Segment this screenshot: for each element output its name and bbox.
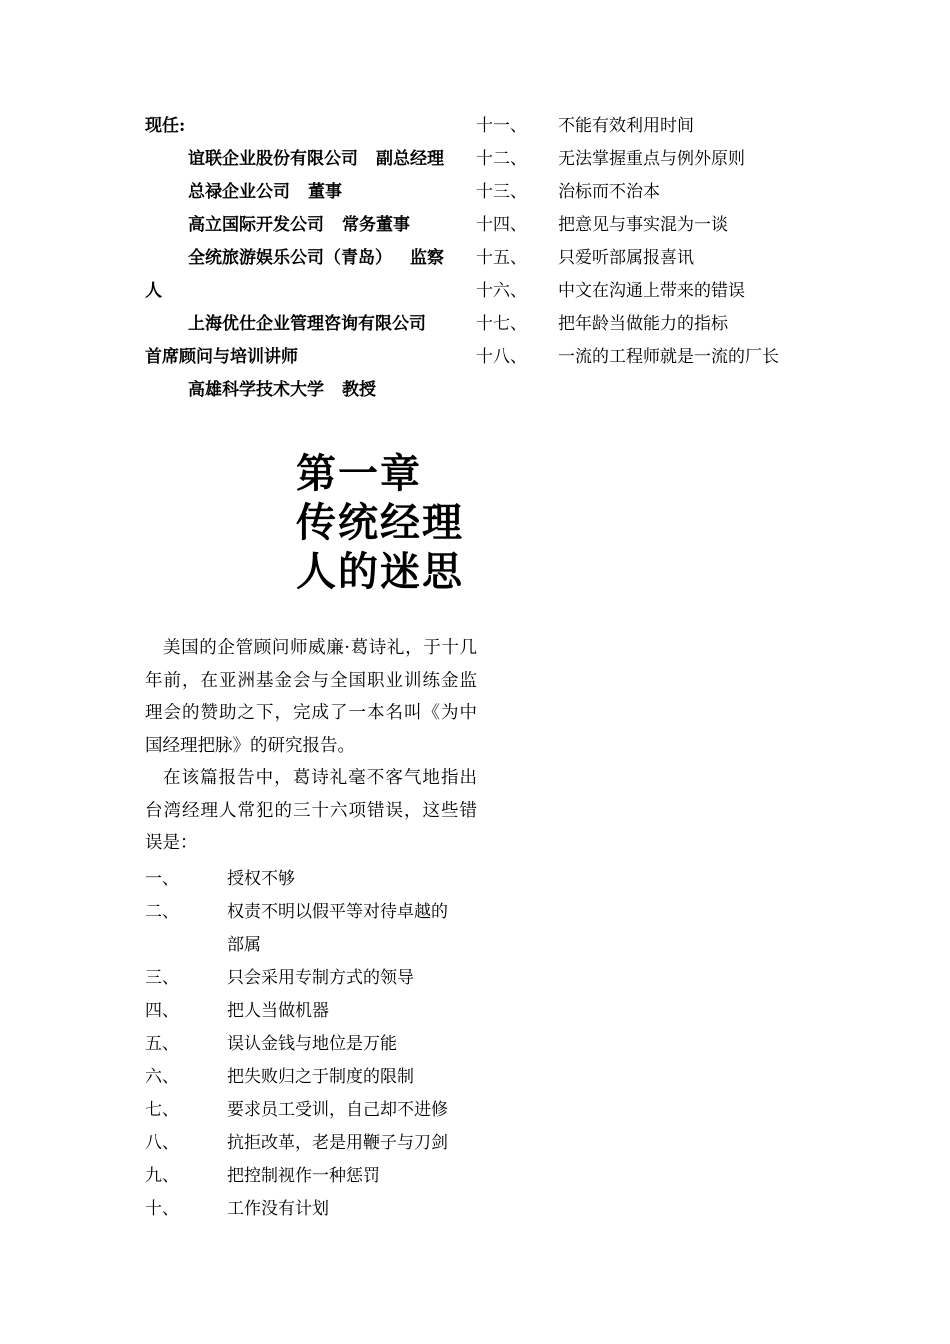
list-item [145,1061,485,1094]
item-text: 把失败归之于制度的限制 [227,1067,414,1087]
chapter-title [296,450,464,597]
chapter-name-line1: 传统经理 [296,500,464,546]
role-title: 董事 [308,182,342,202]
item-number: 六、 [145,1067,179,1087]
company-name: 高雄科学技术大学 [188,380,324,400]
item-number: 十七、 [476,314,527,334]
item-number: 十四、 [476,215,527,235]
item-number: 四、 [145,1001,179,1021]
item-text: 只会采用专制方式的领导 [227,968,414,988]
item-text: 权责不明以假平等对待卓越的 [227,902,448,922]
list-item [476,275,836,308]
role-title: 教授 [342,380,376,400]
item-text: 把年龄当做能力的指标 [558,314,728,334]
chapter-body [145,632,477,860]
list-item [145,1193,485,1226]
position-item [145,242,475,275]
paragraph: 在该篇报告中，葛诗礼毫不客气地指出台湾经理人常犯的三十六项错误，这些错误是： [145,768,477,853]
list-item [145,896,485,929]
item-number: 二、 [145,902,179,922]
list-item [476,242,836,275]
list-item [145,1028,485,1061]
item-text: 把人当做机器 [227,1001,329,1021]
list-item-continuation [145,929,485,962]
item-number: 三、 [145,968,179,988]
role-title: 监察 [410,248,444,268]
position-item [145,374,475,407]
list-item [476,143,836,176]
company-name: 谊联企业股份有限公司 [188,149,358,169]
list-item [145,1094,485,1127]
item-number: 十六、 [476,281,527,301]
position-item [145,176,475,209]
item-number: 十八、 [476,347,527,367]
company-name: 高立国际开发公司 [188,215,324,235]
item-number: 九、 [145,1166,179,1186]
role-title: 常务董事 [342,215,410,235]
company-name: 总禄企业公司 [188,182,290,202]
company-name: 全统旅游娱乐公司（青岛） [188,248,392,268]
item-number: 十一、 [476,116,527,136]
item-text: 把控制视作一种惩罚 [227,1166,380,1186]
current-positions [145,110,475,407]
list-item [476,341,836,374]
item-number: 七、 [145,1100,179,1120]
item-number: 八、 [145,1133,179,1153]
item-text: 工作没有计划 [227,1199,329,1219]
item-number: 五、 [145,1034,179,1054]
item-text: 授权不够 [227,869,295,889]
item-number: 十五、 [476,248,527,268]
item-text: 一流的工程师就是一流的厂长 [558,347,779,367]
list-item [476,110,836,143]
item-text: 误认金钱与地位是万能 [227,1034,397,1054]
position-item [145,143,475,176]
paragraph: 美国的企管顾问师威廉·葛诗礼，于十几年前，在亚洲基金会与全国职业训练金监理会的赞助之下，完成了一本名叫《为中国经理把脉》的研究报告。 [145,638,477,756]
mistakes-list [145,863,485,1226]
item-number: 十、 [145,1199,179,1219]
list-item [476,308,836,341]
item-text: 把意见与事实混为一谈 [558,215,728,235]
item-number: 一、 [145,869,179,889]
list-item [145,1160,485,1193]
item-text: 只爱听部属报喜讯 [558,248,694,268]
item-number: 十二、 [476,149,527,169]
position-wrap: 首席顾问与培训讲师 [145,347,298,367]
item-text: 抗拒改革，老是用鞭子与刀剑 [227,1133,448,1153]
chapter-name-line2: 人的迷思 [296,549,464,595]
list-item [145,995,485,1028]
list-item [145,1127,485,1160]
positions-heading: 现任: [145,116,186,136]
list-item [145,863,485,896]
item-text: 治标而不治本 [558,182,660,202]
list-item [476,209,836,242]
list-item [145,962,485,995]
item-text: 要求员工受训，自己却不进修 [227,1100,448,1120]
role-title: 副总经理 [376,149,444,169]
item-text: 部属 [227,935,261,955]
item-number: 十三、 [476,182,527,202]
position-item [145,209,475,242]
item-text: 中文在沟通上带来的错误 [558,281,745,301]
mistakes-list-continued [476,110,836,374]
position-item [145,308,475,341]
item-text: 无法掌握重点与例外原则 [558,149,745,169]
item-text: 不能有效利用时间 [558,116,694,136]
list-item [476,176,836,209]
chapter-number: 第一章 [296,451,422,497]
position-wrap: 人 [145,281,162,301]
company-name: 上海优仕企业管理咨询有限公司 [188,314,426,334]
